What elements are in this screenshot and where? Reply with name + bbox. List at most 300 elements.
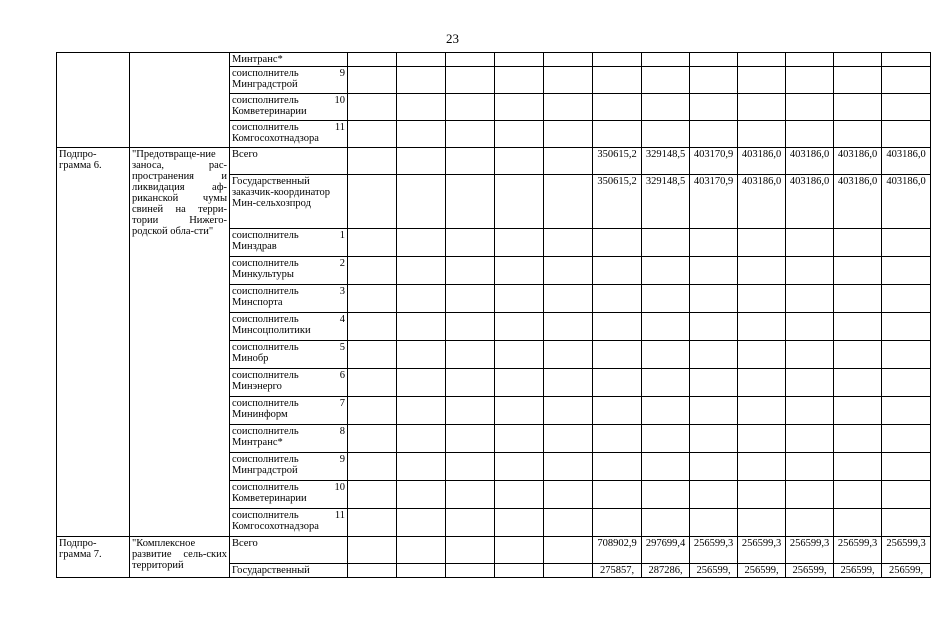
- amount-cell: [348, 121, 397, 148]
- amount-cell: [690, 453, 738, 481]
- amount-cell: [690, 509, 738, 537]
- amount-cell: [544, 148, 593, 175]
- amount-cell: [495, 425, 544, 453]
- amount-cell: [593, 313, 642, 341]
- amount-cell: [690, 94, 738, 121]
- amount-cell: [882, 369, 931, 397]
- amount-cell: [397, 369, 446, 397]
- amount-cell: [738, 67, 786, 94]
- amount-cell: [642, 257, 690, 285]
- subprogram-name: "Предотвраще-ние заноса, рас-пространения и ликвидация аф-риканской чумы свиней на терри-тории Нижего-родской обла-сти": [130, 148, 230, 537]
- amount-cell: [690, 53, 738, 67]
- amount-cell: [690, 425, 738, 453]
- amount-cell: [738, 313, 786, 341]
- coexecutor-label: [230, 229, 348, 257]
- amount-cell: [786, 285, 834, 313]
- amount-cell: [397, 564, 446, 578]
- amount-cell: [690, 229, 738, 257]
- coexecutor-role: соисполнитель: [232, 342, 299, 353]
- coexecutor-role: соисполнитель: [232, 122, 299, 133]
- amount-cell: [593, 481, 642, 509]
- amount-cell: [397, 94, 446, 121]
- amount-cell: [593, 94, 642, 121]
- amount-cell: [882, 229, 931, 257]
- coexecutor-number: 10: [334, 482, 345, 493]
- amount-cell: [397, 425, 446, 453]
- amount-cell: [786, 341, 834, 369]
- amount-cell: [738, 509, 786, 537]
- amount-cell: [593, 397, 642, 425]
- coexecutor-number: 5: [339, 342, 345, 353]
- amount-cell: 256599,3: [786, 537, 834, 564]
- amount-cell: [786, 229, 834, 257]
- amount-cell: [834, 425, 882, 453]
- amount-cell: [593, 509, 642, 537]
- amount-cell: [397, 397, 446, 425]
- coexecutor-org: Комгосохотнадзора: [232, 133, 319, 144]
- amount-cell: [834, 285, 882, 313]
- amount-cell: 403170,9: [690, 175, 738, 229]
- amount-cell: [544, 121, 593, 148]
- customer-label: Государственный заказчик-координатор Мин-сельхозпрод: [230, 175, 348, 229]
- amount-cell: [446, 425, 495, 453]
- amount-cell: [348, 509, 397, 537]
- amount-cell: [834, 121, 882, 148]
- coexecutor-org: Мининформ: [232, 409, 288, 420]
- coexecutor-role: соисполнитель: [232, 95, 299, 106]
- amount-cell: 350615,2: [593, 148, 642, 175]
- amount-cell: [348, 313, 397, 341]
- coexecutor-number: 4: [339, 314, 345, 325]
- amount-cell: [882, 481, 931, 509]
- amount-cell: [348, 537, 397, 564]
- amount-cell: [690, 257, 738, 285]
- amount-cell: 256599,: [786, 564, 834, 578]
- amount-cell: [882, 285, 931, 313]
- coexecutor-label: [230, 453, 348, 481]
- amount-cell: [834, 509, 882, 537]
- coexecutor-role: соисполнитель: [232, 68, 299, 79]
- amount-cell: [642, 121, 690, 148]
- amount-cell: [593, 53, 642, 67]
- amount-cell: [544, 369, 593, 397]
- amount-cell: 403186,0: [834, 175, 882, 229]
- amount-cell: [738, 257, 786, 285]
- amount-cell: [495, 148, 544, 175]
- amount-cell: 403186,0: [786, 175, 834, 229]
- amount-cell: [495, 369, 544, 397]
- amount-cell: [544, 175, 593, 229]
- amount-cell: [786, 257, 834, 285]
- amount-cell: [348, 369, 397, 397]
- amount-cell: [834, 67, 882, 94]
- amount-cell: [786, 481, 834, 509]
- amount-cell: 403186,0: [882, 175, 931, 229]
- amount-cell: [593, 285, 642, 313]
- amount-cell: [446, 481, 495, 509]
- amount-cell: [544, 481, 593, 509]
- amount-cell: [544, 453, 593, 481]
- amount-cell: [738, 481, 786, 509]
- subprogram-total-row: [57, 537, 931, 564]
- amount-cell: [882, 425, 931, 453]
- amount-cell: [495, 67, 544, 94]
- amount-cell: [834, 53, 882, 67]
- amount-cell: [690, 67, 738, 94]
- amount-cell: [348, 67, 397, 94]
- coexecutor-number: 10: [334, 95, 345, 106]
- amount-cell: [834, 453, 882, 481]
- amount-cell: [348, 341, 397, 369]
- amount-cell: [642, 53, 690, 67]
- amount-cell: [348, 285, 397, 313]
- amount-cell: [690, 481, 738, 509]
- amount-cell: [642, 94, 690, 121]
- total-label: Всего: [230, 148, 348, 175]
- amount-cell: [544, 341, 593, 369]
- amount-cell: [786, 67, 834, 94]
- amount-cell: [690, 313, 738, 341]
- amount-cell: [882, 397, 931, 425]
- amount-cell: [544, 425, 593, 453]
- amount-cell: 256599,: [738, 564, 786, 578]
- amount-cell: [642, 397, 690, 425]
- amount-cell: 329148,5: [642, 175, 690, 229]
- coexecutor-role: соисполнитель: [232, 286, 299, 297]
- amount-cell: [446, 509, 495, 537]
- amount-cell: [348, 53, 397, 67]
- amount-cell: [593, 341, 642, 369]
- coexecutor-label: [230, 94, 348, 121]
- amount-cell: [690, 285, 738, 313]
- amount-cell: 256599,: [690, 564, 738, 578]
- coexecutor-role: соисполнитель: [232, 230, 299, 241]
- amount-cell: [593, 257, 642, 285]
- amount-cell: [495, 229, 544, 257]
- amount-cell: [642, 313, 690, 341]
- coexecutor-number: 8: [339, 426, 345, 437]
- amount-cell: [348, 481, 397, 509]
- amount-cell: [544, 509, 593, 537]
- amount-cell: [397, 341, 446, 369]
- amount-cell: [593, 369, 642, 397]
- amount-cell: [593, 121, 642, 148]
- subprogram-code: Подпро-грамма 6.: [57, 148, 130, 537]
- amount-cell: [690, 397, 738, 425]
- amount-cell: [446, 121, 495, 148]
- amount-cell: [882, 509, 931, 537]
- amount-cell: [593, 229, 642, 257]
- amount-cell: [397, 148, 446, 175]
- coexecutor-role: соисполнитель: [232, 510, 299, 521]
- amount-cell: [882, 313, 931, 341]
- amount-cell: 403186,0: [834, 148, 882, 175]
- amount-cell: [834, 229, 882, 257]
- amount-cell: [348, 397, 397, 425]
- amount-cell: [642, 425, 690, 453]
- amount-cell: [446, 397, 495, 425]
- amount-cell: [834, 481, 882, 509]
- amount-cell: [642, 481, 690, 509]
- coexecutor-org: Комветеринарии: [232, 493, 307, 504]
- amount-cell: [495, 509, 544, 537]
- amount-cell: [834, 369, 882, 397]
- amount-cell: [495, 564, 544, 578]
- amount-cell: [642, 509, 690, 537]
- amount-cell: [397, 121, 446, 148]
- amount-cell: [882, 257, 931, 285]
- amount-cell: [593, 425, 642, 453]
- coexecutor-label: [230, 481, 348, 509]
- amount-cell: [446, 537, 495, 564]
- table-row: [57, 53, 931, 67]
- amount-cell: [446, 53, 495, 67]
- amount-cell: [738, 229, 786, 257]
- amount-cell: [348, 425, 397, 453]
- amount-cell: [593, 67, 642, 94]
- amount-cell: [397, 509, 446, 537]
- amount-cell: [397, 453, 446, 481]
- amount-cell: [397, 313, 446, 341]
- coexecutor-role: соисполнитель: [232, 426, 299, 437]
- amount-cell: [882, 121, 931, 148]
- coexecutor-number: 6: [339, 370, 345, 381]
- amount-cell: [786, 94, 834, 121]
- amount-cell: [642, 453, 690, 481]
- amount-cell: [397, 175, 446, 229]
- amount-cell: [738, 285, 786, 313]
- coexecutor-role: соисполнитель: [232, 454, 299, 465]
- amount-cell: [446, 94, 495, 121]
- amount-cell: 287286,: [642, 564, 690, 578]
- amount-cell: 403186,0: [786, 148, 834, 175]
- amount-cell: [738, 94, 786, 121]
- amount-cell: [642, 369, 690, 397]
- coexecutor-label: [230, 397, 348, 425]
- amount-cell: [544, 67, 593, 94]
- amount-cell: [834, 94, 882, 121]
- amount-cell: [738, 425, 786, 453]
- coexecutor-role: соисполнитель: [232, 314, 299, 325]
- amount-cell: 256599,3: [690, 537, 738, 564]
- coexecutor-label: [230, 509, 348, 537]
- amount-cell: [786, 397, 834, 425]
- amount-cell: [446, 285, 495, 313]
- amount-cell: [738, 341, 786, 369]
- subprogram-total-row: [57, 148, 931, 175]
- amount-cell: [544, 229, 593, 257]
- amount-cell: [397, 537, 446, 564]
- amount-cell: [446, 341, 495, 369]
- amount-cell: 403186,0: [882, 148, 931, 175]
- amount-cell: [544, 313, 593, 341]
- amount-cell: [544, 94, 593, 121]
- coexecutor-number: 9: [339, 68, 345, 79]
- subprogram-code: Подпро-грамма 7.: [57, 537, 130, 578]
- amount-cell: 256599,3: [834, 537, 882, 564]
- amount-cell: [690, 121, 738, 148]
- amount-cell: 256599,3: [882, 537, 931, 564]
- coexecutor-number: 2: [339, 258, 345, 269]
- amount-cell: [544, 53, 593, 67]
- coexecutor-label: [230, 369, 348, 397]
- coexecutor-org: Комветеринарии: [232, 106, 307, 117]
- amount-cell: [642, 341, 690, 369]
- amount-cell: [495, 481, 544, 509]
- coexecutor-org: Минградстрой: [232, 79, 298, 90]
- amount-cell: [348, 257, 397, 285]
- amount-cell: [786, 313, 834, 341]
- amount-cell: [495, 53, 544, 67]
- amount-cell: [834, 257, 882, 285]
- coexecutor-org: Минтранс*: [232, 437, 283, 448]
- customer-label: Государственный: [230, 564, 348, 578]
- amount-cell: [348, 453, 397, 481]
- coexecutor-org: Минздрав: [232, 241, 277, 252]
- amount-cell: [397, 481, 446, 509]
- amount-cell: [495, 453, 544, 481]
- coexecutor-org: Минградстрой: [232, 465, 298, 476]
- coexecutor-label: [230, 257, 348, 285]
- amount-cell: [446, 257, 495, 285]
- amount-cell: [495, 285, 544, 313]
- coexecutor-number: 11: [334, 510, 345, 521]
- amount-cell: [495, 175, 544, 229]
- amount-cell: [446, 369, 495, 397]
- amount-cell: [397, 229, 446, 257]
- amount-cell: [882, 341, 931, 369]
- amount-cell: [882, 94, 931, 121]
- amount-cell: 275857,: [593, 564, 642, 578]
- amount-cell: [495, 121, 544, 148]
- amount-cell: [738, 453, 786, 481]
- amount-cell: [544, 285, 593, 313]
- amount-cell: [544, 397, 593, 425]
- amount-cell: [348, 564, 397, 578]
- amount-cell: [397, 53, 446, 67]
- amount-cell: [882, 453, 931, 481]
- amount-cell: [690, 341, 738, 369]
- amount-cell: [544, 257, 593, 285]
- amount-cell: [397, 67, 446, 94]
- amount-cell: [786, 453, 834, 481]
- amount-cell: [544, 537, 593, 564]
- empty-name-cell: [130, 53, 230, 148]
- amount-cell: [348, 94, 397, 121]
- coexecutor-label: [230, 313, 348, 341]
- amount-cell: [834, 341, 882, 369]
- coexecutor-label: [230, 285, 348, 313]
- budget-table: [56, 52, 931, 578]
- coexecutor-role: соисполнитель: [232, 482, 299, 493]
- amount-cell: [642, 229, 690, 257]
- amount-cell: [495, 341, 544, 369]
- amount-cell: [495, 94, 544, 121]
- coexecutor-label: [230, 53, 348, 67]
- amount-cell: [495, 537, 544, 564]
- amount-cell: [690, 369, 738, 397]
- amount-cell: [446, 67, 495, 94]
- amount-cell: [882, 53, 931, 67]
- amount-cell: [446, 453, 495, 481]
- coexecutor-label: [230, 425, 348, 453]
- amount-cell: 403170,9: [690, 148, 738, 175]
- coexecutor-number: 11: [334, 122, 345, 133]
- coexecutor-org: Комгосохотнадзора: [232, 521, 319, 532]
- amount-cell: [348, 175, 397, 229]
- coexecutor-role: соисполнитель: [232, 370, 299, 381]
- amount-cell: [834, 313, 882, 341]
- amount-cell: [738, 121, 786, 148]
- amount-cell: [834, 397, 882, 425]
- coexecutor-label: [230, 121, 348, 148]
- amount-cell: [786, 53, 834, 67]
- coexecutor-label: [230, 67, 348, 94]
- amount-cell: 403186,0: [738, 148, 786, 175]
- amount-cell: [446, 229, 495, 257]
- amount-cell: [882, 67, 931, 94]
- coexecutor-role: соисполнитель: [232, 258, 299, 269]
- coexecutor-role: соисполнитель: [232, 398, 299, 409]
- amount-cell: 256599,3: [738, 537, 786, 564]
- amount-cell: [495, 313, 544, 341]
- total-label: Всего: [230, 537, 348, 564]
- coexecutor-org: Минобр: [232, 353, 269, 364]
- amount-cell: [446, 564, 495, 578]
- amount-cell: [348, 148, 397, 175]
- coexecutor-number: 7: [339, 398, 345, 409]
- amount-cell: 256599,: [882, 564, 931, 578]
- amount-cell: [495, 397, 544, 425]
- amount-cell: [495, 257, 544, 285]
- amount-cell: [786, 121, 834, 148]
- amount-cell: [642, 285, 690, 313]
- amount-cell: [593, 453, 642, 481]
- amount-cell: 350615,2: [593, 175, 642, 229]
- amount-cell: 256599,: [834, 564, 882, 578]
- page-number: 23: [446, 31, 459, 46]
- amount-cell: [738, 369, 786, 397]
- amount-cell: [348, 229, 397, 257]
- amount-cell: [786, 425, 834, 453]
- coexecutor-number: 3: [339, 286, 345, 297]
- empty-code-cell: [57, 53, 130, 148]
- amount-cell: [738, 397, 786, 425]
- coexecutor-label: [230, 341, 348, 369]
- amount-cell: [446, 175, 495, 229]
- coexecutor-org: Минспорта: [232, 297, 283, 308]
- coexecutor-org: Минэнерго: [232, 381, 282, 392]
- amount-cell: 329148,5: [642, 148, 690, 175]
- amount-cell: [642, 67, 690, 94]
- amount-cell: [397, 285, 446, 313]
- amount-cell: [446, 313, 495, 341]
- coexecutor-org: Минсоцполитики: [232, 325, 311, 336]
- amount-cell: [397, 257, 446, 285]
- amount-cell: [786, 369, 834, 397]
- amount-cell: 297699,4: [642, 537, 690, 564]
- subprogram-name: "Комплексное развитие сель-ских территорий: [130, 537, 230, 578]
- amount-cell: 403186,0: [738, 175, 786, 229]
- amount-cell: [738, 53, 786, 67]
- coexecutor-number: 9: [339, 454, 345, 465]
- amount-cell: [544, 564, 593, 578]
- coexecutor-org: Минкультуры: [232, 269, 294, 280]
- amount-cell: [786, 509, 834, 537]
- coexecutor-number: 1: [339, 230, 345, 241]
- coexecutor-role: Минтранс*: [232, 54, 283, 65]
- amount-cell: [446, 148, 495, 175]
